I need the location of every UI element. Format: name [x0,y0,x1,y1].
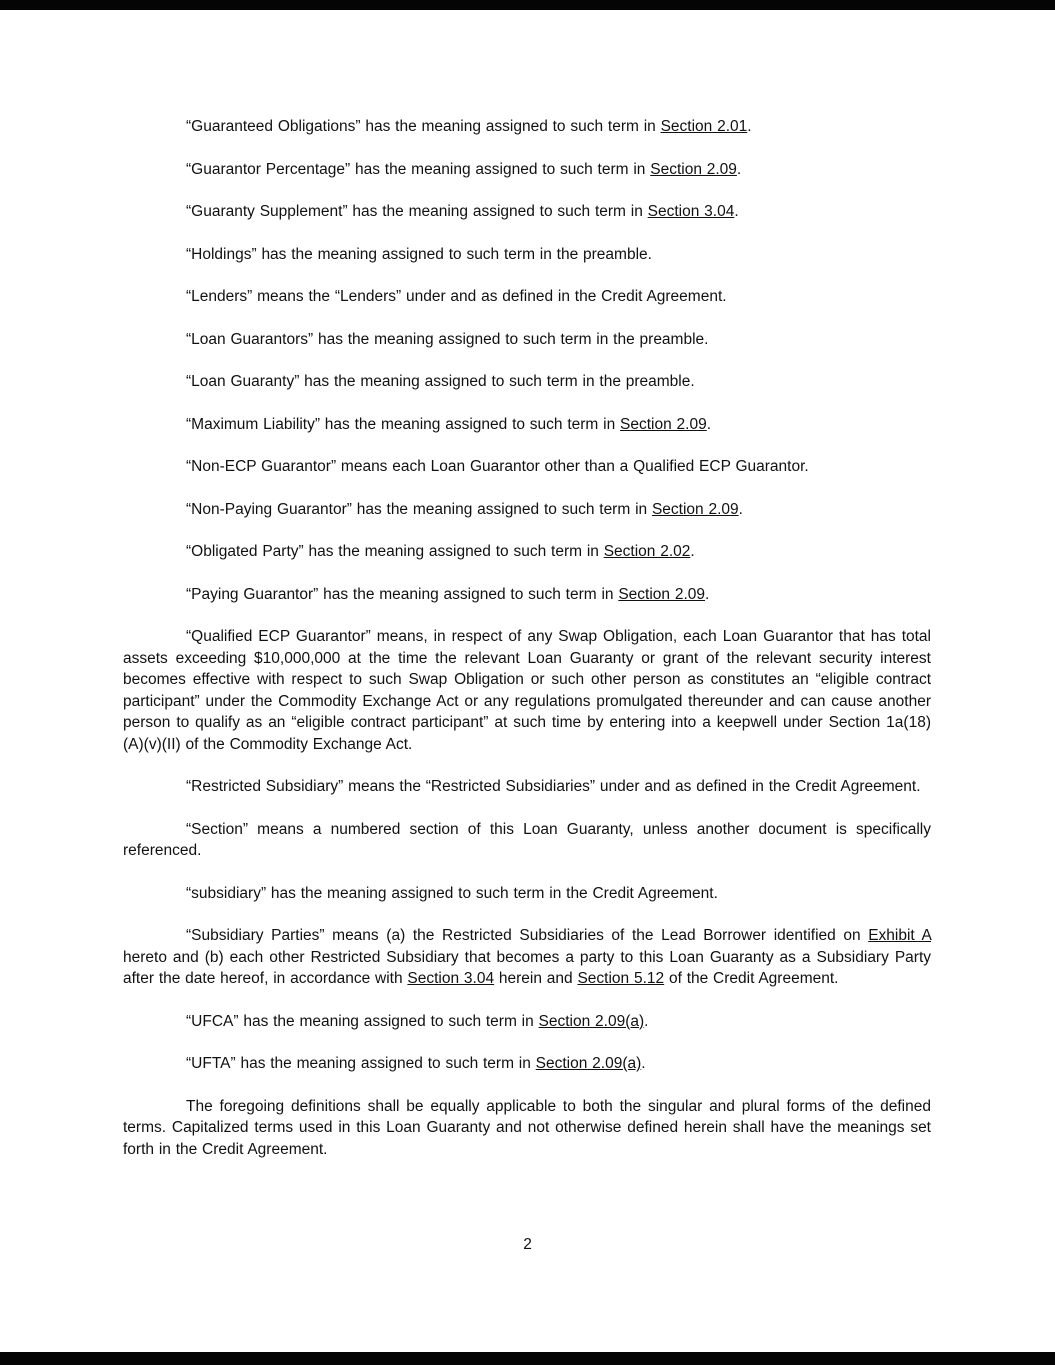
paragraph [123,201,931,223]
viewer-bottom-edge [0,1352,1055,1365]
viewer-top-edge [0,0,1055,10]
paragraph [123,776,931,798]
section-reference: Section 2.09 [651,500,739,518]
paragraph-text: . [738,500,743,518]
paragraph [123,414,931,436]
paragraph [123,626,931,755]
paragraph [123,499,931,521]
paragraph-text: “UFTA” has the meaning assigned to such term in [186,1055,536,1072]
paragraph-text: . [644,1012,649,1030]
paragraph-text: . [705,585,710,603]
paragraph-text: “Subsidiary Parties” means (a) the Restricted Subsidiaries of the Lead Borrower identified on [186,927,869,944]
section-reference: Section 3.04 [647,203,735,220]
paragraph-text: . [736,160,742,178]
section-reference: Section 5.12 [577,970,665,987]
document-body [123,116,931,1181]
paragraph [123,541,931,563]
paragraph-text: “Guaranteed Obligations” has the meaning assigned to such term in [186,118,661,135]
paragraph [123,116,931,138]
paragraph [123,456,931,478]
section-reference: Exhibit A [868,927,931,944]
paragraph-text: of the Credit Agreement. [664,970,839,987]
paragraph-text: “Non-Paying Guarantor” has the meaning assigned to such term in [186,500,652,518]
section-reference: Section 2.09(a) [535,1055,642,1072]
section-reference: Section 2.01 [660,118,748,135]
paragraph-text: “Obligated Party” has the meaning assigned to such term in [186,543,604,560]
paragraph-text: herein and [494,970,578,987]
paragraph [123,371,931,393]
paragraph-text: “Restricted Subsidiary” means the “Restricted Subsidiaries” under and as defined in the Credit Agreement. [186,778,921,795]
paragraph-text: “Maximum Liability” has the meaning assigned to such term in [186,415,621,433]
section-reference: Section 2.09 [618,585,706,603]
paragraph-text: “Qualified ECP Guarantor” means, in respect of any Swap Obligation, each Loan Guarantor that has total assets exceeding $10,000,000 at the time the relevant Loan Guaranty or grant of the relevant security interest becomes effective with respect to such Swap Obligation or such other person as constitutes an “eligible contract participant” under the Commodity Exchange Act or any regulations promulgated thereunder and can cause another person to qualify as an “eligible contract participant” at such time by entering into a keepwell under Section 1a(18)(A)(v)(II) of the Commodity Exchange Act. [123,628,931,753]
paragraph-text: . [747,118,752,135]
paragraph-text: The foregoing definitions shall be equally applicable to both the singular and plural forms of the defined terms. Capitalized terms used in this Loan Guaranty and not otherwise defined herein shall have the meanings set forth in the Credit Agreement. [123,1097,931,1158]
paragraph [123,286,931,308]
paragraph [123,1053,931,1075]
page-number: 2 [523,1236,532,1253]
paragraph [123,883,931,905]
paragraph-text: “Section” means a numbered section of this Loan Guaranty, unless another document is specifically referenced. [123,820,931,859]
section-reference: Section 2.09(a) [538,1012,645,1030]
section-reference: Section 2.09 [620,415,707,433]
paragraph-text: “Loan Guaranty” has the meaning assigned to such term in the preamble. [186,373,695,390]
paragraph-text: “Paying Guarantor” has the meaning assigned to such term in [186,585,619,603]
paragraph-text: . [734,203,739,220]
paragraph-text: hereto and (b) each other Restricted Subsidiary that becomes a party to this Loan Guaranty as a Subsidiary Party after the date hereof, in accordance with [123,948,931,987]
section-reference: Section 2.02 [603,543,691,560]
paragraph [123,584,931,606]
paragraph-text: “Non-ECP Guarantor” means each Loan Guarantor other than a Qualified ECP Guarantor. [186,458,809,475]
paragraph-text: “Guaranty Supplement” has the meaning assigned to such term in [186,203,648,220]
paragraph-text: “Guarantor Percentage” has the meaning assigned to such term in [186,160,651,178]
paragraph [123,329,931,351]
paragraph [123,1011,931,1033]
paragraph-text: “Holdings” has the meaning assigned to such term in the preamble. [186,245,652,263]
paragraph-text: . [706,415,712,433]
paragraph [123,159,931,181]
paragraph-text: . [690,543,695,560]
paragraph [123,819,931,862]
paragraph-text: “subsidiary” has the meaning assigned to such term in the Credit Agreement. [186,884,718,902]
paragraph [123,925,931,990]
section-reference: Section 3.04 [407,970,495,987]
paragraph-text: . [641,1055,646,1072]
paragraph-text: “UFCA” has the meaning assigned to such term in [186,1012,539,1030]
paragraph [123,1096,931,1161]
section-reference: Section 2.09 [650,160,737,178]
paragraph [123,244,931,266]
paragraph-text: “Lenders” means the “Lenders” under and as defined in the Credit Agreement. [186,288,727,305]
paragraph-text: “Loan Guarantors” has the meaning assigned to such term in the preamble. [186,330,709,348]
